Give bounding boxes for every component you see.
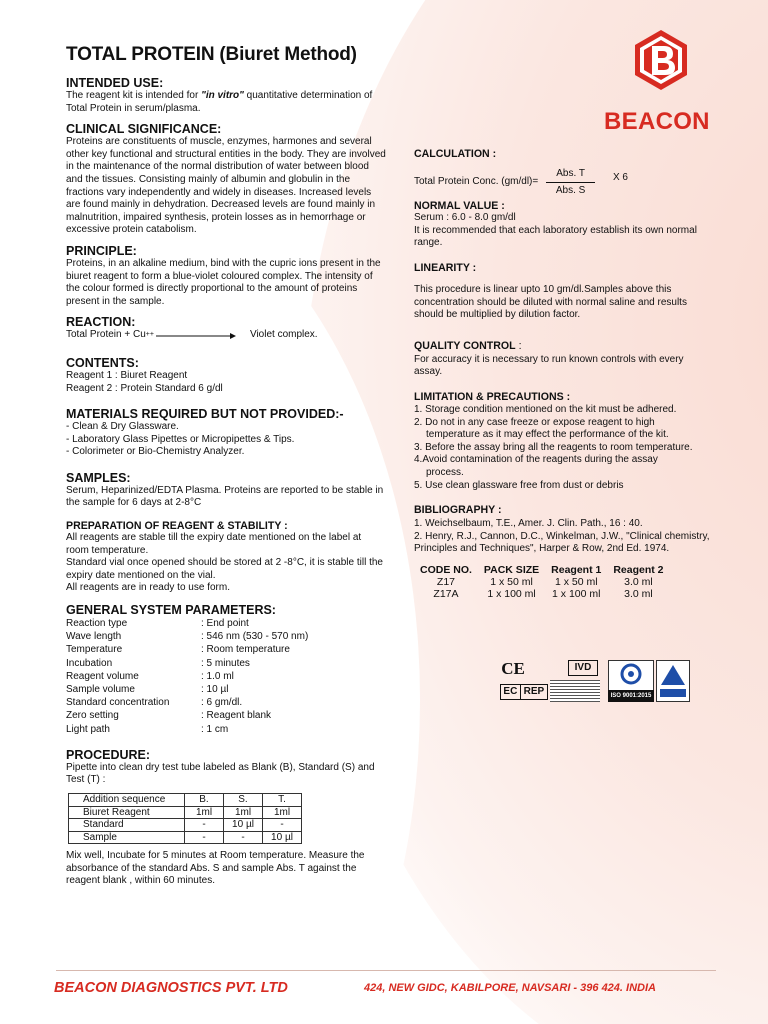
bibliography-section — [414, 504, 714, 556]
limitations-heading: LIMITATION & PRECAUTIONS : — [414, 390, 571, 403]
footer-address: 424, NEW GIDC, KABILPORE, NAVSARI - 396 424. INDIA — [364, 982, 656, 994]
principle-section — [66, 244, 386, 308]
clinical-text: Proteins are constituents of muscle, enzymes, harmones and several other key functional and structural entities in the body. They are involved in the maintenance of the normal distribution of water between blood and the tissues. Consisting mainly of albumin and globulin in the fractions vary independently and widely in diseases. Increased levels are found mainly in dehydration. Decreased levels are found mainly in malnutrition, impaired synthesis, protein losses as in hemorrhage or excessive protein catabolism. — [66, 136, 386, 236]
gsp-section — [66, 603, 386, 736]
code-table — [414, 564, 670, 600]
bibliography-item: 1. Weichselbaum, T.E., Amer. J. Clin. Path., 16 : 40. — [414, 518, 643, 530]
gsp-row: Zero setting : Reagent blank — [66, 710, 272, 722]
table-row: Biuret Reagent 1ml 1ml 1ml — [69, 806, 302, 819]
gsp-row: Temperature : Room temperature — [66, 644, 290, 656]
qc-heading-line: QUALITY CONTROL : — [414, 339, 522, 352]
procedure-intro: Pipette into clean dry test tube labeled as Blank (B), Standard (S) and Test (T) : — [66, 761, 375, 786]
limitation-item: 1. Storage condition mentioned on the kit must be adhered. — [414, 403, 677, 415]
gsp-row: Sample volume : 10 µl — [66, 684, 229, 696]
preparation-item: All reagents are stable till the expiry date mentioned on the label at room temperature. — [66, 532, 362, 556]
gsp-row: Wave length : 546 nm (530 - 570 nm) — [66, 631, 309, 643]
contents-item: Reagent 2 : Protein Standard 6 g/dl — [66, 382, 223, 394]
limitations-section — [414, 391, 714, 492]
ec-rep-icon: EC REP — [500, 684, 548, 700]
linearity-section — [414, 262, 714, 322]
qc-section — [414, 336, 714, 379]
qc-heading: QUALITY CONTROL — [414, 339, 516, 352]
contents-heading: CONTENTS: — [66, 355, 139, 370]
bibliography-item: 2. Henry, R.J., Cannon, D.C., Winkelman, J.W., "Clinical chemistry, Principles and Techniques", Harper & Row, 2nd Ed. 1974. — [414, 530, 710, 555]
bibliography-heading: BIBLIOGRAPHY : — [414, 504, 502, 517]
procedure-outro: Mix well, Incubate for 5 minutes at Room temperature. Measure the absorbance of the standard Abs. S and sample Abs. T against the reagent blank , within 60 minutes. — [66, 850, 365, 887]
linearity-heading: LINEARITY : — [414, 261, 477, 274]
contents-item: Reagent 1 : Biuret Reagent — [66, 369, 188, 381]
gsp-heading: GENERAL SYSTEM PARAMETERS: — [66, 603, 276, 618]
preparation-heading: PREPARATION OF REAGENT & STABILITY : — [66, 520, 288, 533]
materials-item: - Laboratory Glass Pipettes or Micropipettes & Tips. — [66, 433, 295, 445]
limitation-item: 4.Avoid contamination of the reagents during the assay — [414, 454, 658, 466]
materials-item: - Colorimeter or Bio-Chemistry Analyzer. — [66, 446, 245, 458]
brand-name: BEACON — [604, 108, 710, 135]
table-row: Z17 1 x 50 ml 1 x 50 ml 3.0 ml — [436, 575, 653, 588]
rep-address-block — [550, 680, 600, 702]
contents-section — [66, 356, 386, 395]
calculation-section — [414, 148, 714, 197]
gsp-table — [66, 617, 386, 736]
normal-value: Serum : 6.0 - 8.0 gm/dl — [414, 212, 516, 224]
preparation-section — [66, 520, 386, 595]
qc-text: For accuracy it is necessary to run known controls with every assay. — [414, 353, 684, 378]
limitation-item: temperature as it may effect the performance of the kit. — [426, 429, 669, 441]
calculation-heading: CALCULATION : — [414, 148, 497, 160]
intended-use-heading: INTENDED USE: — [66, 76, 164, 90]
ivd-mark-icon: IVD — [568, 660, 598, 676]
limitation-item: 3. Before the assay bring all the reagents to room temperature. — [414, 441, 693, 453]
reaction-heading: REACTION: — [66, 315, 136, 330]
materials-item: - Clean & Dry Glassware. — [66, 421, 179, 433]
procedure-heading: PROCEDURE: — [66, 747, 151, 762]
procedure-section — [66, 748, 386, 888]
preparation-item: Standard vial once opened should be stored at 2 -8°C, it is stable till the expiry date mentioned on the vial. — [66, 557, 383, 581]
gsp-row: Light path : 1 cm — [66, 723, 229, 735]
reaction-section — [66, 315, 386, 342]
beacon-logo-icon — [630, 28, 692, 92]
arrow-right-icon — [156, 332, 236, 340]
normal-note: It is recommended that each laboratory establish its own normal range. — [414, 224, 697, 249]
principle-heading: PRINCIPLE: — [66, 243, 137, 258]
gsp-row: Reagent volume : 1.0 ml — [66, 670, 234, 682]
gsp-row: Standard concentration : 6 gm/dl. — [66, 697, 243, 709]
table-row: Z17A 1 x 100 ml 1 x 100 ml 3.0 ml — [433, 587, 653, 600]
preparation-item: All reagents are in ready to use form. — [66, 582, 230, 594]
ce-mark-icon: CE — [501, 659, 525, 678]
limitation-item: process. — [426, 466, 464, 478]
addition-table — [68, 793, 302, 844]
table-header: Addition sequence B. S. T. — [69, 794, 302, 807]
samples-text: Serum, Heparinized/EDTA Plasma. Proteins are reported to be stable in the sample for 6 days at 2-8°C — [66, 484, 384, 509]
table-row: Sample - - 10 µl — [69, 831, 302, 844]
bscic-cert-icon — [656, 660, 690, 702]
intended-use-section — [66, 76, 386, 115]
table-header: CODE NO. PACK SIZE Reagent 1 Reagent 2 — [420, 563, 664, 576]
footer-company: BEACON DIAGNOSTICS PVT. LTD — [54, 980, 288, 996]
gsp-row: Reaction type : End point — [66, 618, 249, 630]
iso-label: ISO 9001:2015 — [608, 690, 654, 702]
materials-heading: MATERIALS REQUIRED BUT NOT PROVIDED:- — [66, 407, 344, 422]
intended-use-text: The reagent kit is intended for "in vitro" quantitative determination of Total Protein in serum/plasma. — [66, 90, 373, 114]
normal-value-heading: NORMAL VALUE : — [414, 200, 505, 213]
calculation-formula: Total Protein Conc. (gm/dl)= $\frac{\text{Abs. T}}{\text{Abs. S}}$ X 6 — [414, 168, 628, 196]
samples-heading: SAMPLES: — [66, 470, 131, 485]
right-column — [414, 148, 714, 600]
clinical-section — [66, 122, 386, 237]
normal-value-section — [414, 200, 714, 250]
clinical-heading: CLINICAL SIGNIFICANCE: — [66, 122, 222, 137]
page-title: TOTAL PROTEIN (Biuret Method) — [66, 44, 357, 65]
table-row: Standard - 10 µl - — [69, 819, 302, 832]
limitation-item: 5. Use clean glassware free from dust or debris — [414, 479, 624, 491]
footer-divider — [56, 970, 716, 971]
reaction-equation: Total Protein + Cu ++ Violet complex. — [66, 329, 318, 341]
left-column — [66, 44, 386, 895]
certification-marks — [500, 660, 700, 706]
gsp-row: Incubation : 5 minutes — [66, 657, 250, 669]
samples-section — [66, 471, 386, 510]
limitation-item: 2. Do not in any case freeze or expose reagent to high — [414, 416, 655, 428]
principle-text: Proteins, in an alkaline medium, bind with the cupric ions present in the biuret reagent to form a blue-violet coloured complex. The intensity of the colour formed is directly proportional to the amount of proteins present in the sample. — [66, 257, 381, 307]
materials-section — [66, 407, 386, 459]
linearity-text: This procedure is linear upto 10 gm/dl.Samples above this concentration should be diluted with normal saline and results should be multiplied by dilution factor. — [414, 283, 687, 321]
footer — [0, 970, 768, 1010]
